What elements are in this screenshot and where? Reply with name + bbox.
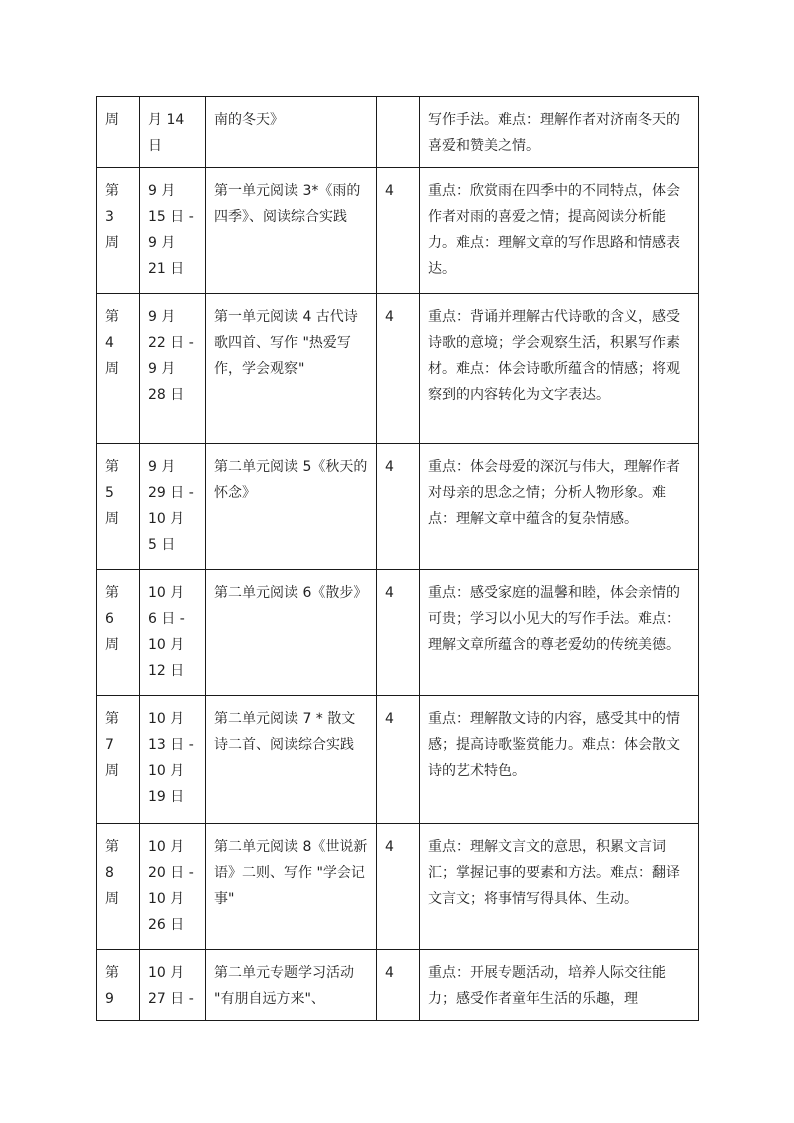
hours-text: 4 [385,585,394,601]
date-text: 9 月 15 日 - 9 月 21 日 [148,183,194,277]
week-text: 第 4 周 [105,309,119,377]
content-cell [206,294,377,444]
goal-text: 重点：感受家庭的温馨和睦，体会亲情的可贵；学习以小见大的写作手法。难点：理解文章所蕴含的尊老爱幼的传统美德。 [428,585,680,653]
goal-text: 重点：体会母爱的深沉与伟大，理解作者对母亲的思念之情；分析人物形象。难点：理解文章中蕴含的复杂情感。 [428,459,680,527]
date-cell [140,294,206,444]
goal-cell [420,97,699,168]
hours-text: 4 [385,711,394,727]
date-text: 10 月 20 日 - 10 月 26 日 [148,839,194,933]
week-cell [97,950,140,1021]
content-cell [206,824,377,950]
week-text: 第 5 周 [105,459,119,527]
goal-text: 重点：开展专题活动，培养人际交往能力；感受作者童年生活的乐趣，理 [428,965,666,1007]
date-text: 9 月 22 日 - 9 月 28 日 [148,309,194,403]
date-cell [140,696,206,824]
hours-cell [377,97,420,168]
week-text: 第 7 周 [105,711,119,779]
content-cell [206,696,377,824]
content-text: 第一单元阅读 3*《雨的四季》、阅读综合实践 [214,183,361,225]
table-row [97,696,699,824]
week-text: 第 3 周 [105,183,119,251]
date-cell [140,824,206,950]
date-text: 10 月 6 日 - 10 月 12 日 [148,585,185,679]
hours-cell [377,444,420,570]
content-cell [206,444,377,570]
hours-text: 4 [385,459,394,475]
hours-cell [377,294,420,444]
goal-text: 重点：欣赏雨在四季中的不同特点，体会作者对雨的喜爱之情；提高阅读分析能力。难点：理解文章的写作思路和情感表达。 [428,183,680,277]
content-text: 第一单元阅读 4 古代诗歌四首、写作 "热爱写作，学会观察" [214,309,358,377]
hours-cell [377,168,420,294]
teaching-schedule-table [96,96,699,1021]
table-row [97,824,699,950]
goal-text: 重点：理解散文诗的内容，感受其中的情感；提高诗歌鉴赏能力。难点：体会散文诗的艺术特色。 [428,711,680,779]
week-text: 第 6 周 [105,585,119,653]
table-row [97,570,699,696]
date-text: 月 14 日 [148,112,185,154]
date-text: 10 月 27 日 - [148,965,194,1007]
hours-cell [377,696,420,824]
week-cell [97,570,140,696]
goal-cell [420,824,699,950]
table-row [97,444,699,570]
hours-text: 4 [385,183,394,199]
week-cell [97,168,140,294]
content-text: 第二单元阅读 7 * 散文诗二首、阅读综合实践 [214,711,356,753]
week-cell [97,444,140,570]
content-cell [206,570,377,696]
content-text: 第二单元阅读 6《散步》 [214,585,368,601]
goal-cell [420,168,699,294]
date-cell [140,444,206,570]
hours-cell [377,570,420,696]
goal-text: 重点：理解文言文的意思，积累文言词汇；掌握记事的要素和方法。难点：翻译文言文；将事情写得具体、生动。 [428,839,680,907]
hours-text: 4 [385,839,394,855]
goal-cell [420,950,699,1021]
content-text: 第二单元阅读 8《世说新语》二则、写作 "学会记事" [214,839,368,907]
table-row [97,950,699,1021]
hours-cell [377,950,420,1021]
content-cell [206,97,377,168]
date-text: 9 月 29 日 - 10 月 5 日 [148,459,194,553]
week-cell [97,696,140,824]
content-text: 第二单元阅读 5《秋天的怀念》 [214,459,368,501]
week-cell [97,294,140,444]
goal-text: 重点：背诵并理解古代诗歌的含义，感受诗歌的意境；学会观察生活，积累写作素材。难点：体会诗歌所蕴含的情感；将观察到的内容转化为文字表达。 [428,309,680,403]
hours-text: 4 [385,965,394,981]
goal-cell [420,570,699,696]
table-row [97,294,699,444]
content-cell [206,168,377,294]
goal-text: 写作手法。难点：理解作者对济南冬天的喜爱和赞美之情。 [428,112,680,154]
goal-cell [420,444,699,570]
goal-cell [420,696,699,824]
week-text: 第 8 周 [105,839,119,907]
date-text: 10 月 13 日 - 10 月 19 日 [148,711,194,805]
date-cell [140,570,206,696]
week-text: 周 [105,112,119,128]
week-text: 第 9 [105,965,119,1007]
date-cell [140,168,206,294]
goal-cell [420,294,699,444]
week-cell [97,97,140,168]
content-text: 第二单元专题学习活动 "有朋自远方来"、 [214,965,354,1007]
date-cell [140,97,206,168]
date-cell [140,950,206,1021]
table-row [97,97,699,168]
table-row [97,168,699,294]
hours-text: 4 [385,309,394,325]
content-text: 南的冬天》 [214,112,284,128]
hours-cell [377,824,420,950]
week-cell [97,824,140,950]
content-cell [206,950,377,1021]
